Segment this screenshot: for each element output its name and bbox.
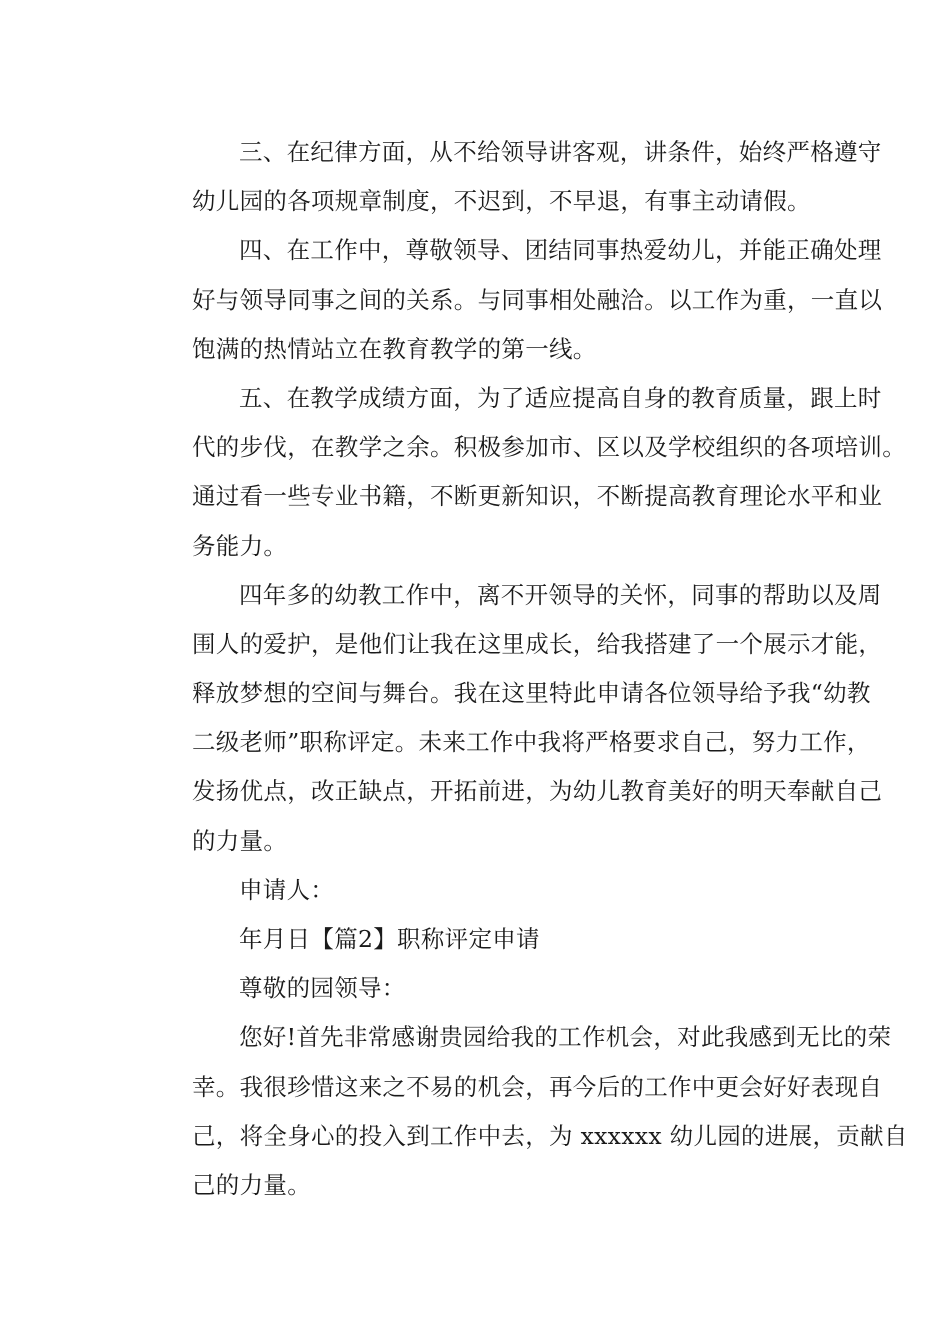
paragraph-salutation bbox=[145, 964, 817, 1013]
text-line: 发扬优点，改正缺点，开拓前进，为幼儿教育美好的明天奉献自己 bbox=[192, 777, 883, 806]
paragraph-greeting bbox=[145, 1013, 908, 1210]
text-line: 尊敬的园领导： bbox=[239, 974, 406, 1003]
text-line: 围人的爱护，是他们让我在这里成长，给我搭建了一个展示才能， bbox=[192, 629, 883, 658]
text-line: 二级老师”职称评定。未来工作中我将严格要求自己，努力工作， bbox=[192, 728, 871, 757]
text-line: 三、在纪律方面，从不给领导讲客观，讲条件，始终严格遵守 bbox=[239, 138, 882, 166]
text-line: 五、在教学成绩方面，为了适应提高自身的教育质量，跟上时 bbox=[239, 383, 882, 412]
paragraph-teaching-results bbox=[145, 374, 906, 571]
document-body bbox=[145, 128, 908, 1210]
text-line: 通过看一些专业书籍，不断更新知识，不断提高教育理论水平和业 bbox=[192, 482, 883, 511]
text-line: 四年多的幼教工作中，离不开领导的关怀，同事的帮助以及周 bbox=[239, 580, 882, 609]
text-line: 饱满的热情站立在教育教学的第一线。 bbox=[192, 334, 597, 363]
text-line: 务能力。 bbox=[192, 531, 288, 560]
text-line: 申请人： bbox=[239, 875, 335, 904]
text-line: 释放梦想的空间与舞台。我在这里特此申请各位领导给予我“幼教 bbox=[192, 679, 871, 708]
text-line: 年月日【篇2】职称评定申请 bbox=[239, 925, 540, 953]
paragraph-discipline bbox=[145, 128, 882, 226]
paragraph-applicant bbox=[145, 866, 817, 915]
text-line: 代的步伐，在教学之余。积极参加市、区以及学校组织的各项培训。 bbox=[192, 433, 906, 462]
text-line: 幼儿园的各项规章制度，不迟到，不早退，有事主动请假。 bbox=[192, 187, 811, 216]
text-line: 幸。我很珍惜这来之不易的机会，再今后的工作中更会好好表现自 bbox=[192, 1072, 883, 1101]
text-line: 好与领导同事之间的关系。与同事相处融洽。以工作为重，一直以 bbox=[192, 285, 883, 314]
text-line: 己，将全身心的投入到工作中去，为 xxxxxx 幼儿园的进展，贡献自 bbox=[192, 1121, 908, 1150]
text-line: 您好!首先非常感谢贵园给我的工作机会，对此我感到无比的荣 bbox=[239, 1023, 892, 1052]
paragraph-conclusion bbox=[145, 571, 883, 866]
paragraph-date-title bbox=[145, 915, 817, 964]
text-line: 的力量。 bbox=[192, 826, 288, 855]
text-line: 四、在工作中，尊敬领导、团结同事热爱幼儿，并能正确处理 bbox=[239, 236, 882, 265]
paragraph-work-attitude bbox=[145, 226, 883, 374]
text-line: 己的力量。 bbox=[192, 1170, 311, 1199]
